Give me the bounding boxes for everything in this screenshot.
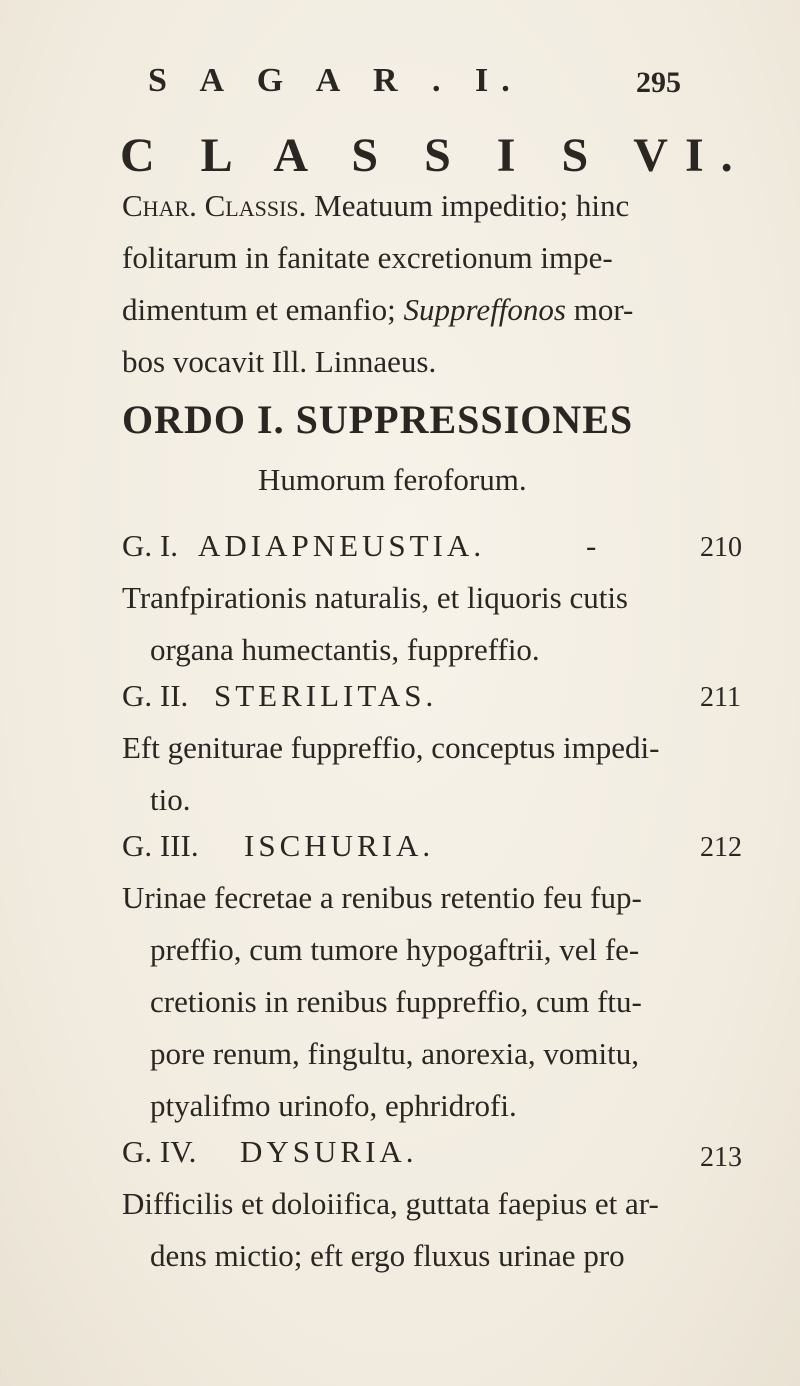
running-head-title: S A G A R . I. [148,62,523,99]
genus-1-name: ADIAPNEUSTIA. [198,528,486,563]
char-line-2: folitarum in fanitate excretionum impe- [122,240,613,275]
genus-4-line-1: Difficilis et doloiifica, guttata faepius et ar- [122,1186,659,1221]
char-lead: Char. Classis. [122,188,307,223]
char-line-4: bos vocavit Ill. Linnaeus. [122,344,437,379]
char-line-3-post: mor- [565,292,634,327]
genus-4-line-2: dens mictio; eft ergo fluxus urinae pro [150,1238,625,1273]
genus-3-line-3: cretionis in renibus fuppreffio, cum ftu- [150,984,642,1019]
genus-3-name: ISCHURIA. [244,828,435,863]
genus-2-ref: 211 [700,682,741,713]
ordo-subheading: Humorum feroforum. [258,462,527,497]
char-line-3-pre: dimentum et emanfio; [122,292,404,327]
ordo-heading: ORDO I. SUPPRESSIONES [122,397,634,442]
genus-3-line-1: Urinae fecretae a renibus retentio feu fup- [122,880,642,915]
page-number: 295 [636,66,681,99]
genus-1-line-1: Tranfpirationis naturalis, et liquoris cutis [122,580,628,615]
genus-4-name: DYSURIA. [240,1134,418,1169]
genus-1-dash: - [586,528,597,563]
genus-3-ref: 212 [700,832,742,863]
genus-2-number: G. II. [122,678,189,713]
genus-4-number: G. IV. [122,1134,197,1169]
genus-3-number: G. III. [122,828,199,863]
genus-2-line-2: tio. [150,782,191,817]
genus-2-line-1: Eft geniturae fuppreffio, conceptus impedi- [122,730,660,765]
genus-4-ref: 213 [700,1142,742,1173]
genus-3-line-4: pore renum, fingultu, anorexia, vomitu, [150,1036,639,1071]
genus-1-line-2: organa humectantis, fuppreffio. [150,632,540,667]
char-line-1-text: Meatuum impeditio; hinc [306,188,630,223]
classis-heading: C L A S S I S VI. [120,129,750,182]
genus-2-name: STERILITAS. [214,678,438,713]
genus-3-line-5: ptyalifmo urinofo, ephridrofi. [150,1088,517,1123]
genus-1-ref: 210 [700,532,742,563]
genus-1-number: G. I. [122,528,178,563]
char-line-1 [122,180,629,232]
char-line-3 [122,284,633,336]
genus-3-line-2: preffio, cum tumore hypogaftrii, vel fe- [150,932,640,967]
char-line-3-italic: Suppreffonos [403,292,566,327]
